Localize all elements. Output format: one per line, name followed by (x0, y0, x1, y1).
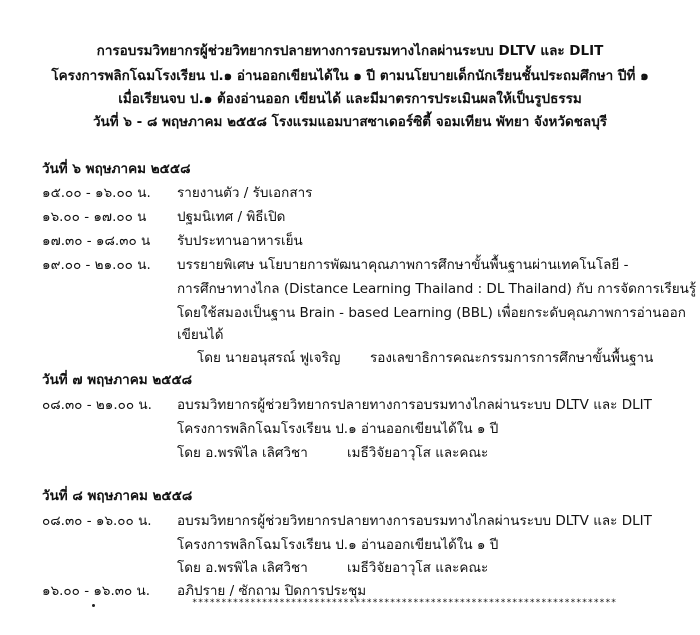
schedule-description: ปฐมนิเทศ / พิธีเปิด (177, 209, 286, 225)
scan-speck (92, 604, 95, 607)
speaker-role: รองเลขาธิการคณะกรรมการการศึกษาขั้นพื้นฐาน (370, 350, 654, 366)
day-heading: วันที่ ๗ พฤษภาคม ๒๕๕๘ (42, 372, 193, 388)
schedule-description: บรรยายพิเศษ นโยบายการพัฒนาคุณภาพการศึกษาขั้นพื้นฐานผ่านเทคโนโลยี - (177, 257, 629, 273)
doc-title-line-2: โครงการพลิกโฉมโรงเรียน ป.๑ อ่านออกเขียนได้ใน ๑ ปี ตามนโยบายเด็กนักเรียนชั้นประถมศึกษา ปีที่ ๑ (51, 68, 649, 84)
schedule-time: ๑๗.๓๐ - ๑๘.๓๐ น (42, 233, 151, 249)
schedule-time: ๐๘.๓๐ - ๑๖.๐๐ น. (42, 513, 152, 529)
schedule-time: ๑๙.๐๐ - ๒๑.๐๐ น. (42, 257, 151, 273)
day-heading: วันที่ ๖ พฤษภาคม ๒๕๕๘ (42, 161, 191, 177)
schedule-description: อภิปราย / ซักถาม ปิดการประชุม (177, 583, 367, 599)
closing-asterisk-line: ************************************************************************* (192, 598, 617, 608)
schedule-description-continued: การศึกษาทางไกล (Distance Learning Thailand : DL Thailand) กับ การจัดการเรียนรู้ (177, 281, 697, 297)
schedule-description-continued: เขียนได้ (177, 327, 224, 343)
day-heading: วันที่ ๘ พฤษภาคม ๒๕๕๘ (42, 488, 193, 504)
schedule-time: ๑๖.๐๐ - ๑๖.๓๐ น. (42, 583, 151, 599)
schedule-time: ๑๕.๐๐ - ๑๖.๐๐ น. (42, 185, 151, 201)
schedule-description: อบรมวิทยากรผู้ช่วยวิทยากรปลายทางการอบรมทางไกลผ่านระบบ DLTV และ DLIT (177, 397, 652, 413)
speaker-role: เมธีวิจัยอาวุโส และคณะ (347, 560, 489, 576)
schedule-description-continued: โดยใช้สมองเป็นฐาน Brain - based Learning (BBL) เพื่อยกระดับคุณภาพการอ่านออก (177, 305, 686, 321)
doc-title-line-3: เมื่อเรียนจบ ป.๑ ต้องอ่านออก เขียนได้ และมีมาตรการประเมินผลให้เป็นรูปธรรม (118, 91, 582, 107)
schedule-description-continued: โครงการพลิกโฉมโรงเรียน ป.๑ อ่านออกเขียนได้ใน ๑ ปี (177, 421, 499, 437)
doc-title-line-4: วันที่ ๖ - ๘ พฤษภาคม ๒๕๕๘ โรงแรมแอมบาสซาเดอร์ซิตี้ จอมเทียน พัทยา จังหวัดชลบุรี (92, 114, 608, 130)
schedule-time: ๐๘.๓๐ - ๒๑.๐๐ น. (42, 397, 152, 413)
speaker-name: โดย นายอนุสรณ์ ฟูเจริญ (197, 350, 341, 366)
speaker-role: เมธีวิจัยอาวุโส และคณะ (347, 445, 489, 461)
doc-title-line-1: การอบรมวิทยากรผู้ช่วยวิทยากรปลายทางการอบรมทางไกลผ่านระบบ DLTV และ DLIT (96, 43, 604, 59)
speaker-name: โดย อ.พรพิไล เลิศวิชา (177, 560, 308, 576)
schedule-time: ๑๖.๐๐ - ๑๗.๐๐ น (42, 209, 147, 225)
schedule-description-continued: โครงการพลิกโฉมโรงเรียน ป.๑ อ่านออกเขียนได้ใน ๑ ปี (177, 537, 499, 553)
speaker-name: โดย อ.พรพิไล เลิศวิชา (177, 445, 308, 461)
schedule-description: อบรมวิทยากรผู้ช่วยวิทยากรปลายทางการอบรมทางไกลผ่านระบบ DLTV และ DLIT (177, 513, 652, 529)
schedule-description: รับประทานอาหารเย็น (177, 233, 303, 249)
schedule-description: รายงานตัว / รับเอกสาร (177, 185, 313, 201)
